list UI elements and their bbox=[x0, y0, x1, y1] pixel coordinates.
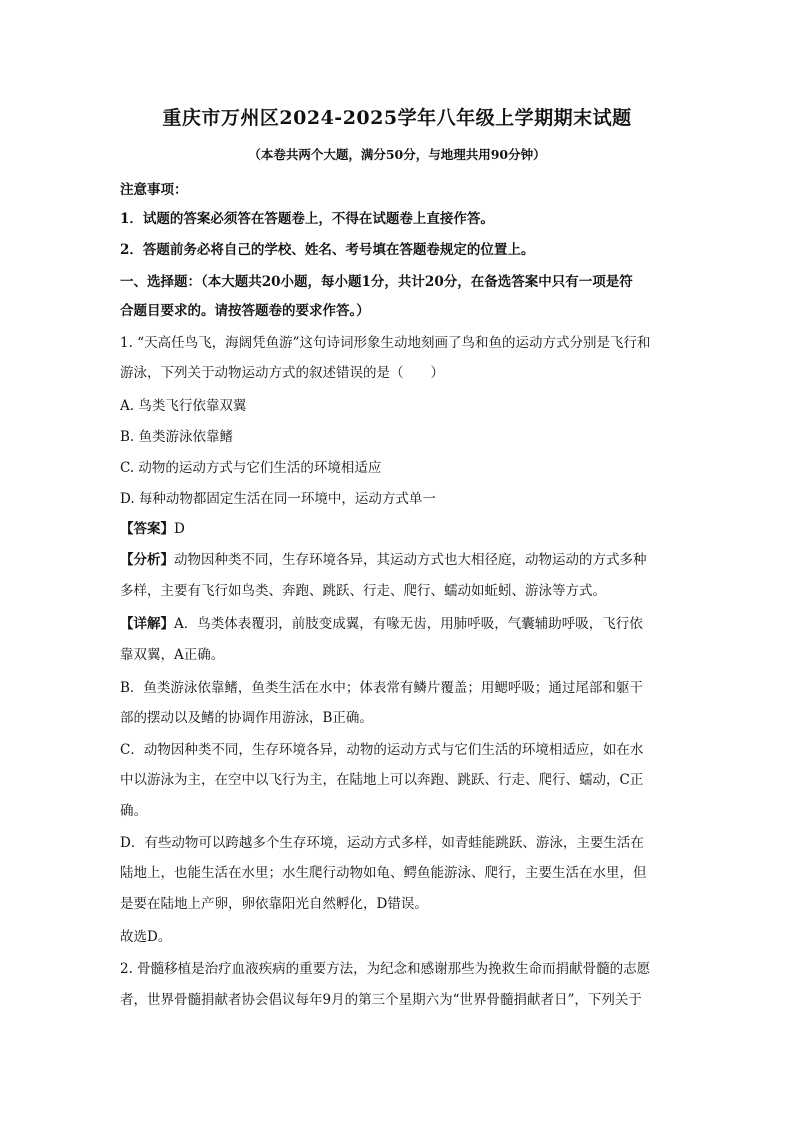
q1-option-d: D. 每种动物都固定生活在同一环境中，运动方式单一 bbox=[120, 491, 436, 507]
section1-heading-line2: 合题目要求的。请按答题卷的要求作答。） bbox=[120, 303, 370, 319]
q1-detail-c-line2: 中以游泳为主，在空中以飞行为主，在陆地上可以奔跑、跳跃、行走、爬行、蠕动，C正 bbox=[120, 772, 644, 788]
q2-stem-line2: 者，世界骨髓捐献者协会倡议每年9月的第三个星期六为“世界骨髓捐献者日”，下列关于 bbox=[120, 992, 642, 1008]
notice-item-1: 1．试题的答案必须答在答题卷上，不得在试题卷上直接作答。 bbox=[120, 211, 494, 227]
q1-stem-line2: 游泳，下列关于动物运动方式的叙述错误的是（ ） bbox=[120, 365, 444, 381]
q1-detail-d-line1: D．有些动物可以跨越多个生存环境，运动方式多样，如青蛙能跳跃、游泳，主要生活在 bbox=[120, 835, 644, 851]
notice-item-2: 2．答题前务必将自己的学校、姓名、考号填在答题卷规定的位置上。 bbox=[120, 242, 535, 258]
exam-subtitle: （本卷共两个大题，满分50分，与地理共用90分钟） bbox=[248, 147, 546, 162]
analysis-tag: 【分析】 bbox=[120, 552, 174, 568]
q1-analysis-line1 bbox=[120, 548, 680, 568]
answer-tag: 【答案】 bbox=[120, 521, 174, 537]
notice-heading: 注意事项： bbox=[120, 182, 188, 198]
q1-option-a: A. 鸟类飞行依靠双翼 bbox=[120, 398, 247, 414]
q1-detail-c-line3: 确。 bbox=[120, 803, 147, 819]
q1-detail-c-line1: C．动物因种类不同，生存环境各异，动物的运动方式与它们生活的环境相适应，如在水 bbox=[120, 742, 644, 758]
detail-tag: 【详解】 bbox=[120, 616, 174, 632]
q1-option-b: B. 鱼类游泳依靠鳍 bbox=[120, 429, 234, 445]
q1-answer bbox=[120, 517, 680, 537]
q1-stem-line1: 1. “天高任鸟飞，海阔凭鱼游”这句诗词形象生动地刻画了鸟和鱼的运动方式分别是飞行和 bbox=[120, 335, 651, 351]
section1-heading-line1: 一、选择题：（本大题共20小题，每小题1分，共计20分，在备选答案中只有一项是符 bbox=[120, 274, 633, 290]
q2-stem-line1: 2. 骨髓移植是治疗血液疾病的重要方法，为纪念和感谢那些为挽救生命而捐献骨髓的志愿 bbox=[120, 961, 651, 977]
q1-detail-a-line2: 靠双翼，A正确。 bbox=[120, 647, 225, 663]
q1-detail-b-line2: 部的摆动以及鳍的协调作用游泳，B正确。 bbox=[120, 710, 373, 726]
detail-a-text: A．鸟类体表覆羽，前肢变成翼，有喙无齿，用肺呼吸，气囊辅助呼吸，飞行依 bbox=[174, 616, 643, 632]
exam-title: 重庆市万州区2024-2025学年八年级上学期期末试题 bbox=[162, 107, 632, 129]
q1-conclusion: 故选D。 bbox=[120, 929, 172, 945]
q1-option-c: C. 动物的运动方式与它们生活的环境相适应 bbox=[120, 460, 382, 476]
q1-detail-d-line2: 陆地上，也能生活在水里；水生爬行动物如龟、鳄鱼能游泳、爬行，主要生活在水里，但 bbox=[120, 865, 647, 881]
q1-detail-d-line3: 是要在陆地上产卵，卵依靠阳光自然孵化，D错误。 bbox=[120, 896, 428, 912]
analysis-text: 动物因种类不同，生存环境各异，其运动方式也大相径庭，动物运动的方式多种 bbox=[174, 552, 647, 568]
q1-detail-b-line1: B．鱼类游泳依靠鳍，鱼类生活在水中；体表常有鳞片覆盖；用鳃呼吸；通过尾部和躯干 bbox=[120, 680, 643, 696]
q1-analysis-line2: 多样，主要有飞行如鸟类、奔跑、跳跃、行走、爬行、蠕动如蚯蚓、游泳等方式。 bbox=[120, 583, 606, 599]
answer-value: D bbox=[174, 521, 185, 537]
q1-detail-a-line1 bbox=[120, 612, 680, 632]
